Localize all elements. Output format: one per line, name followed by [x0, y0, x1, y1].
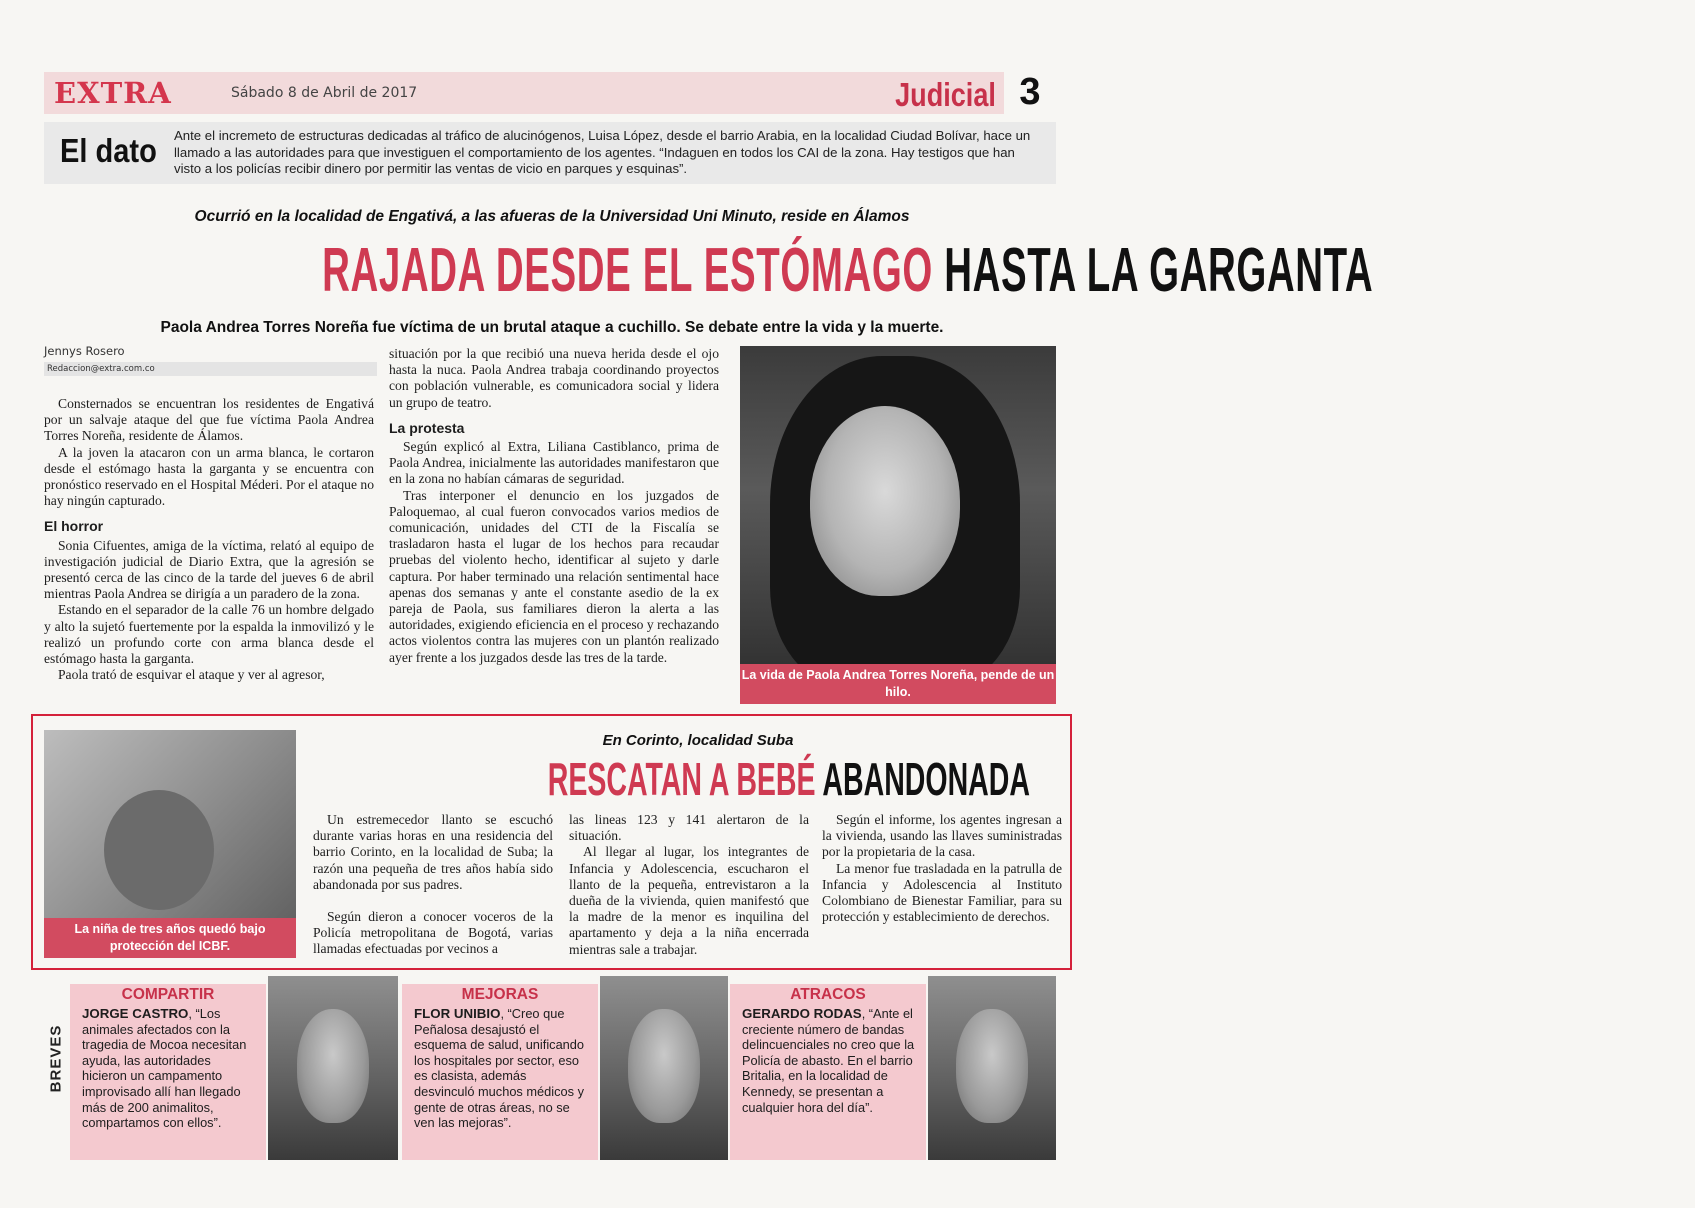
issue-date: Sábado 8 de Abril de 2017 — [231, 85, 418, 101]
brief-text — [414, 1006, 588, 1131]
paragraph: Según dieron a conocer voceros de la Policía metropolitana de Bogotá, varias llamadas efectuadas por vecinos a — [313, 909, 553, 957]
paragraph: La menor fue trasladada en la patrulla de Infancia y Adolescencia al Instituto Colombiano de Bienestar Familiar, para su protección y establecimiento de derechos. — [822, 860, 1062, 925]
main-column-2 — [389, 346, 719, 666]
portrait-gerardo-rodas — [928, 976, 1056, 1160]
paragraph: las lineas 123 y 141 alertaron de la situación. — [569, 812, 809, 844]
paragraph: Consternados se encuentran los residentes de Engativá por un salvaje ataque del que fue víctima Paola Andrea Torres Noreña, residente de Álamos. — [44, 396, 374, 444]
main-headline — [0, 236, 1374, 306]
subhead-la-protesta: La protesta — [389, 419, 465, 436]
victim-photo — [740, 346, 1056, 704]
page-header — [44, 72, 1056, 114]
brief-name: GERARDO RODAS — [742, 1006, 862, 1021]
paragraph: situación por la que recibió una nueva herida desde el ojo hasta la nuca. Paola Andrea trabaja coordinando proyectos con población vulnerable, es comunicadora social y lidera un grupo de teatro. — [389, 346, 719, 410]
main-subdeck: Paola Andrea Torres Noreña fue víctima de un brutal ataque a cuchillo. Se debate entre la vida y la muerte. — [160, 319, 944, 336]
paragraph: Según explicó al Extra, Liliana Castiblanco, prima de Paola Andrea, inicialmente las autoridades manifestaron que en la zona no habían cámaras de seguridad. — [389, 439, 719, 487]
second-column-2 — [569, 812, 809, 958]
byline: Jennys Rosero — [44, 344, 125, 358]
paragraph: Según el informe, los agentes ingresan a la vivienda, usando las llaves suministradas por la propietaria de la casa. — [822, 812, 1062, 860]
paragraph: Estando en el separador de la calle 76 un hombre delgado y alto la sujetó fuertemente por la espalda la inmovilizó y le realizó un profundo corte con arma blanca desde el estómago hasta la garganta. — [44, 602, 374, 667]
paragraph: A la joven la atacaron con un arma blanca, le cortaron desde el estómago hasta la garganta y se encuentra con pronóstico reservado en el Hospital Méderi. Por el ataque no hay ningún capturado. — [44, 444, 374, 509]
second-column-1 — [313, 812, 553, 958]
paragraph: Tras interponer el denuncio en los juzgados de Paloquemao, al cual fueron convocados varios medios de comunicación, unidades del CTI de la Fiscalía se trasladaron hasta el lugar de los hechos para recaudar pruebas del violento hecho, identificar al sujeto y darle captura. Por haber terminado una relación sentimental hace apenas dos semanas y ante el constante asedio de la ex pareja de Paola, sus familiares dieron la alerta a las autoridades, exigiendo eficiencia en el proceso y rechazando actos violentos contra las mujeres con un plantón realizado ayer frente a los juzgados desde las tres de la tarde. — [389, 487, 719, 665]
paragraph: Sonia Cifuentes, amiga de la víctima, relató al equipo de investigación judicial de Diario Extra, que la agresión se presentó cerca de las cinco de la tarde del jueves 6 de abril mientras Paola Andrea se dirigía a un paradero de la zona. — [44, 537, 374, 602]
page-number: 3 — [1004, 70, 1056, 114]
brief-category: ATRACOS — [790, 986, 866, 1003]
paragraph: Paola trató de esquivar el ataque y ver al agresor, — [58, 667, 325, 683]
photo-face-shape — [810, 406, 960, 596]
newspaper-logo: EXTRA — [54, 76, 172, 110]
photo-subject-shape — [104, 790, 214, 910]
brief-quote: , “Ante el creciente número de bandas delincuenciales no creo que la Policía de abasto. En el barrio Britalia, en la localidad de Kennedy, se presentan a cualquier hora del día”. — [742, 1006, 915, 1115]
portrait-head-shape — [956, 1009, 1028, 1123]
brief-name: JORGE CASTRO — [82, 1006, 189, 1021]
portrait-flor-unibio — [600, 976, 728, 1160]
second-kicker: En Corinto, localidad Suba — [602, 732, 794, 749]
main-kicker: Ocurrió en la localidad de Engativá, a las afueras de la Universidad Uni Minuto, reside en Álamos — [194, 208, 910, 225]
brief-mejoras — [402, 984, 598, 1160]
brief-quote: , “Los animales afectados con la tragedia de Mocoa necesitan ayuda, las autoridades hicieron un campamento improvisado allí han llegado más de 200 animalitos, compartamos con ellos”. — [82, 1006, 247, 1131]
paragraph: Un estremecedor llanto se escuchó durante varias horas en una residencia del barrio Corinto, en la localidad de Suba; la razón una pequeña de tres años había sido abandonada por sus padres. — [313, 812, 553, 892]
byline-email: Redaccion@extra.com.co — [44, 362, 377, 376]
brief-name: FLOR UNIBIO — [414, 1006, 501, 1021]
brief-quote: , “Creo que Peñalosa desajustó el esquema de salud, unificando los hospitales por sector, eso es clasista, además desvinculó muchos médicos y gente de otras áreas, no se ven las mejoras”. — [414, 1006, 585, 1131]
baby-photo-caption: La niña de tres años quedó bajo protección del ICBF. — [44, 918, 296, 958]
brief-text — [82, 1006, 256, 1131]
second-column-3 — [822, 812, 1062, 925]
breves-label-text: BREVES — [47, 1024, 65, 1093]
brief-atracos — [730, 984, 926, 1160]
baby-photo — [44, 730, 296, 958]
main-column-1 — [44, 396, 374, 683]
portrait-head-shape — [297, 1009, 370, 1123]
subhead-el-horror: El horror — [44, 518, 104, 535]
section-title: Judicial — [895, 76, 996, 113]
second-headline-red: RESCATAN A BEBÉ — [547, 753, 816, 805]
portrait-jorge-castro — [268, 976, 398, 1160]
brief-category: COMPARTIR — [121, 986, 215, 1003]
paragraph: Al llegar al lugar, los integrantes de Infancia y Adolescencia, escucharon el llanto de la pequeña, entrevistaron a la dueña de la vivienda, quien manifestó que la madre de la menor es inquilina del apartamento y deja a la niña encerrada mientras sale a trabajar. — [569, 844, 809, 957]
el-dato-text: Ante el incremeto de estructuras dedicadas al tráfico de alucinógenos, Luisa López, desde el barrio Arabia, en la localidad Ciudad Bolívar, hace un llamado a las autoridades para que investiguen el comportamiento de los agentes. “Indaguen en todos los CAI de la zona. Hay testigos que han visto a los policías recibir dinero por permitir las ventas de vicio en parques y esquinas”. — [174, 128, 1031, 176]
el-dato-box — [44, 122, 1056, 184]
brief-category: MEJORAS — [461, 986, 539, 1003]
portrait-head-shape — [628, 1009, 700, 1123]
brief-compartir — [70, 984, 266, 1160]
main-headline-black: HASTA LA GARGANTA — [944, 236, 1374, 305]
brief-text — [742, 1006, 916, 1115]
victim-photo-caption: La vida de Paola Andrea Torres Noreña, pende de un hilo. — [740, 664, 1056, 704]
second-headline — [400, 752, 1030, 806]
main-headline-red: RAJADA DESDE EL ESTÓMAGO — [322, 236, 933, 305]
second-headline-black: ABANDONADA — [822, 753, 1030, 805]
breves-label — [44, 1022, 66, 1100]
el-dato-label: El dato — [60, 132, 157, 169]
